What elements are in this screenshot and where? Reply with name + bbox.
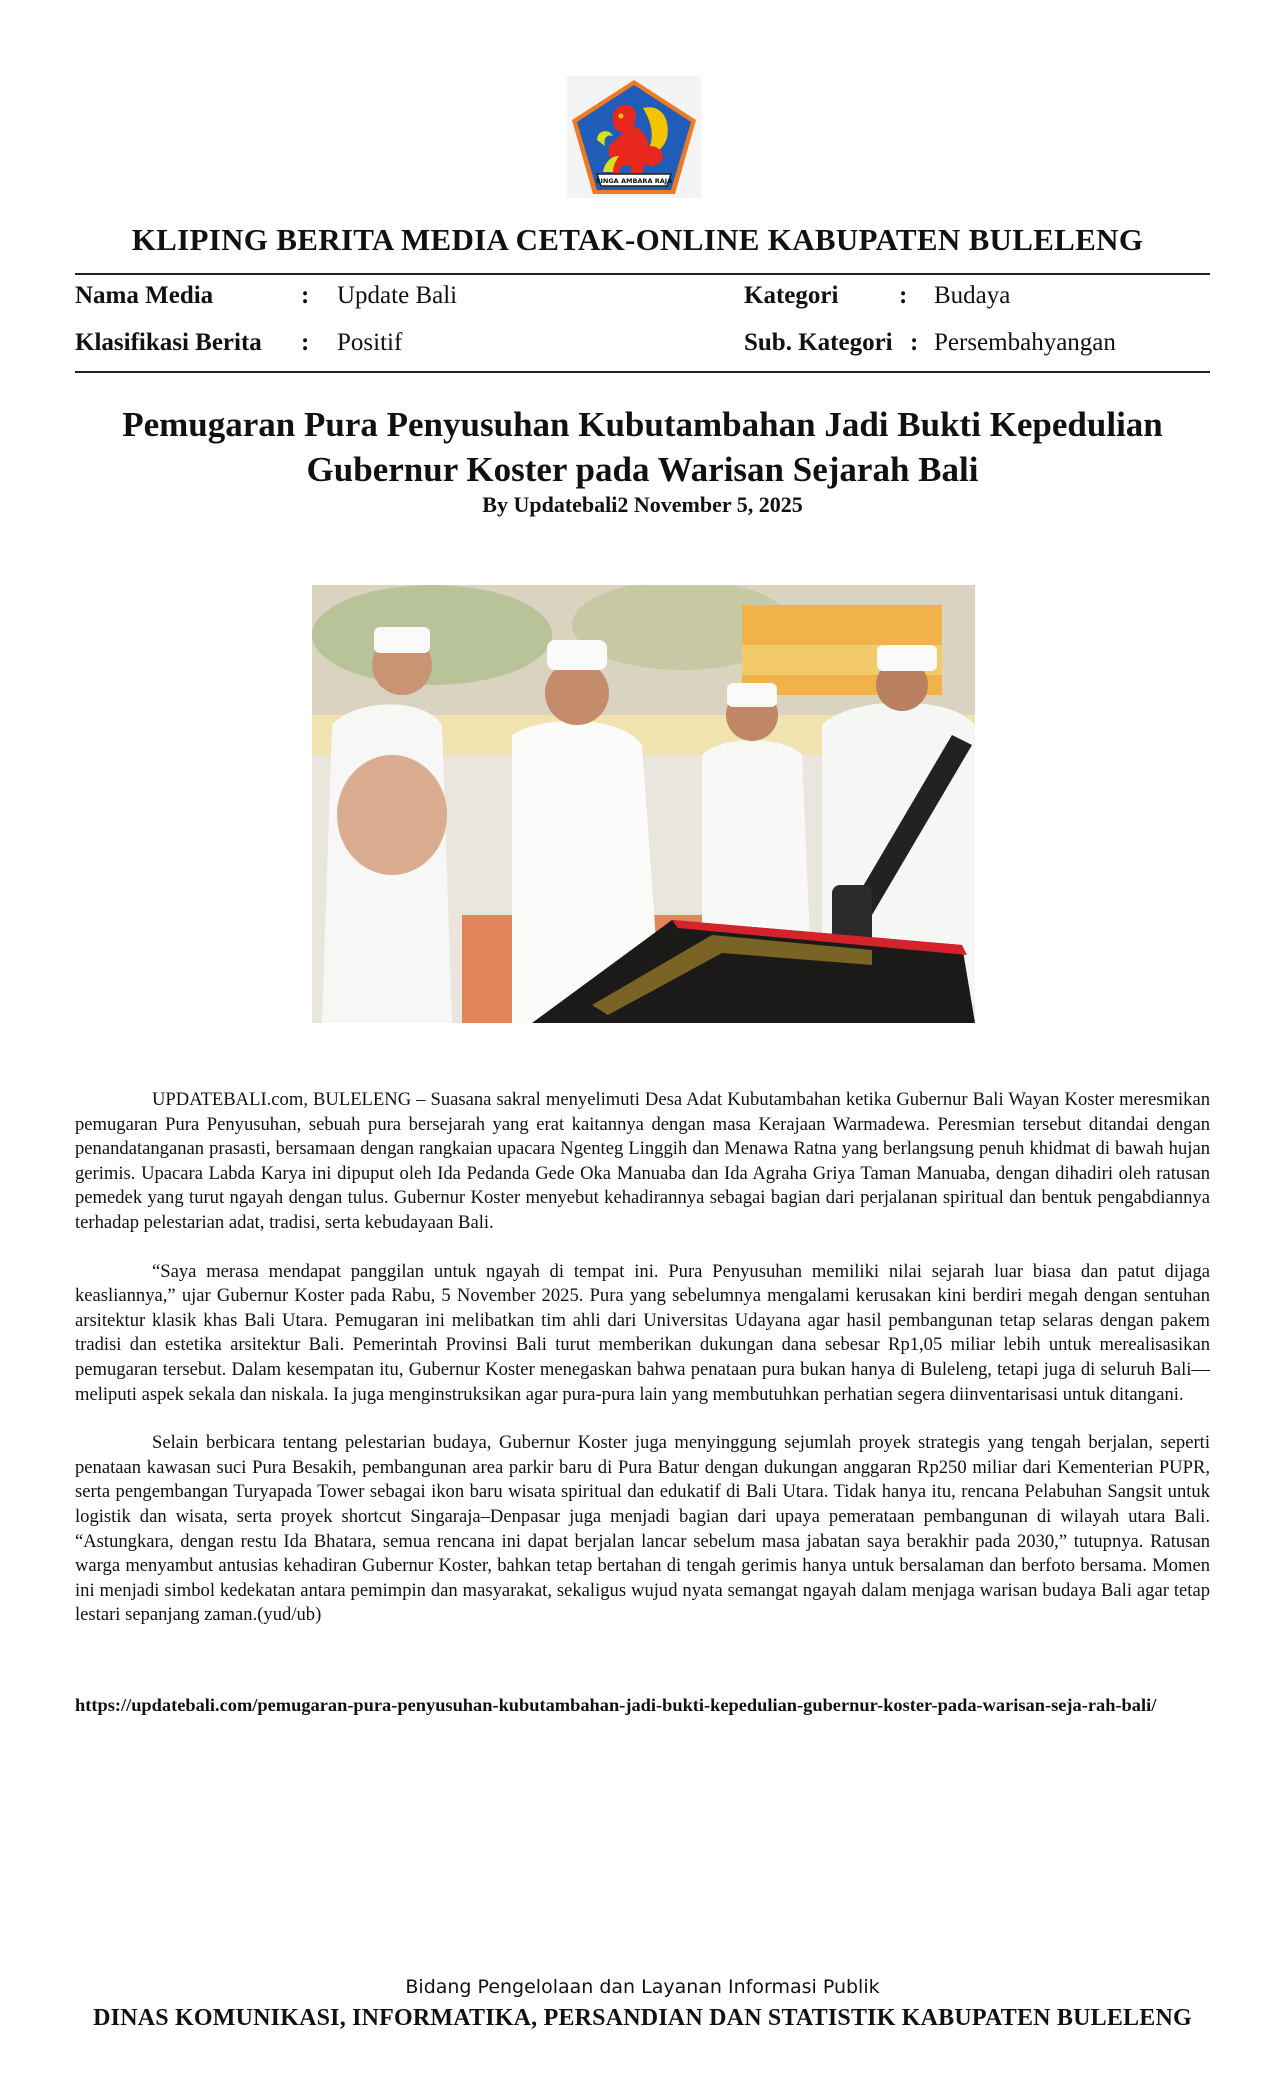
headline-line: Gubernur Koster pada Warisan Sejarah Bali xyxy=(306,450,979,489)
source-link[interactable]: https://updatebali.com/pemugaran-pura-penyusuhan-kubutambahan-jadi-bukti-kepedulian-gubernur-koster-pada-warisan-seja-rah-bali/ xyxy=(75,1695,1157,1715)
meta-label: Klasifikasi Berita xyxy=(75,329,262,356)
article-paragraph: Selain berbicara tentang pelestarian budaya, Gubernur Koster juga menyinggung sejumlah proyek strategis yang tengah berjalan, seperti penataan kawasan suci Pura Besakih, pembangunan area parkir baru di Pura Batur dengan dukungan anggaran Rp250 miliar dari Kementerian PUPR, serta pengembangan Turyapada Tower sebagai ikon baru wisata spiritual dan edukatif di Bali Utara. Tidak hanya itu, rencana Pelabuhan Sangsit untuk logistik dan wisata, serta proyek shortcut Singaraja–Denpasar juga menjadi bagian dari upaya pemerataan pembangunan di wilayah utara Bali. “Astungkara, dengan restu Ida Bhatara, semua rencana ini dapat berjalan lancar sebelum masa jabatan saya berakhir pada 2030,” tutupnya. Ratusan warga menyambut antusias kehadiran Gubernur Koster, bahkan tetap bertahan di tengah gerimis hanya untuk bersalaman dan berfoto bersama. Momen ini menjadi simbol kedekatan antara pemimpin dan masyarakat, sekaligus wujud nyata semangat ngayah dalam menjaga warisan budaya Bali agar tetap lestari sepanjang zaman.(yud/ub) xyxy=(75,1432,1210,1626)
clipping-title: KLIPING BERITA MEDIA CETAK-ONLINE KABUPATEN BULELENG xyxy=(131,222,1144,257)
svg-text:SINGA AMBARA RAJA: SINGA AMBARA RAJA xyxy=(595,177,673,185)
buleleng-coat-of-arms-logo xyxy=(567,76,701,198)
meta-value: Budaya xyxy=(934,282,1011,309)
meta-value: Persembahyangan xyxy=(934,329,1116,356)
meta-label: Sub. Kategori xyxy=(744,329,893,356)
meta-colon: : xyxy=(899,282,908,309)
article-body xyxy=(75,1088,1210,1652)
article-paragraph: “Saya merasa mendapat panggilan untuk ngayah di tempat ini. Pura Penyusuhan memiliki nilai sejarah luar biasa dan patut dijaga keasliannya,” ujar Gubernur Koster pada Rabu, 5 November 2025. Pura yang sebelumnya mengalami kerusakan kini berdiri megah dengan sentuhan arsitektur klasik khas Bali Utara. Pemugaran ini melibatkan tim ahli dari Universitas Udayana agar hasil pembangunan tetap selaras dengan pakem tradisi dan estetika arsitektur Bali. Pemerintah Provinsi Bali turut memberikan dukungan dana sebesar Rp1,05 miliar lebih untuk merealisasikan pemugaran tersebut. Dalam kesempatan itu, Gubernur Koster menegaskan bahwa penataan pura bukan hanya di Buleleng, tetapi juga di seluruh Bali—meliputi aspek sekala dan niskala. Ia juga menginstruksikan agar pura-pura lain yang membutuhkan perhatian segera diinventarisasi untuk ditangani. xyxy=(75,1260,1210,1405)
meta-colon: : xyxy=(301,282,310,309)
article-headline xyxy=(75,402,1210,492)
top-divider xyxy=(75,273,1210,275)
meta-value: Update Bali xyxy=(337,282,458,309)
meta-colon: : xyxy=(910,329,919,356)
meta-colon: : xyxy=(301,329,310,356)
meta-label: Nama Media xyxy=(75,282,214,309)
footer-agency: DINAS KOMUNIKASI, INFORMATIKA, PERSANDIAN DAN STATISTIK KABUPATEN BULELENG xyxy=(93,2005,1192,2031)
headline-line: Pemugaran Pura Penyusuhan Kubutambahan Jadi Bukti Kepedulian xyxy=(122,405,1163,444)
article-byline: By Updatebali2 November 5, 2025 xyxy=(482,492,803,517)
article-photo xyxy=(312,585,975,1023)
bottom-divider xyxy=(75,371,1210,373)
meta-label: Kategori xyxy=(744,282,839,309)
footer-division: Bidang Pengelolaan dan Layanan Informasi Publik xyxy=(405,1976,880,1998)
article-paragraph: UPDATEBALI.com, BULELENG – Suasana sakral menyelimuti Desa Adat Kubutambahan ketika Gubernur Bali Wayan Koster meresmikan pemugaran Pura Penyusuhan, sebuah pura bersejarah yang erat kaitannya dengan masa Kerajaan Warmadewa. Peresmian tersebut ditandai dengan penandatanganan prasasti, bersamaan dengan rangkaian upacara Ngenteg Linggih dan Menawa Ratna yang berlangsung penuh khidmat di bawah hujan gerimis. Upacara Labda Karya ini dipuput oleh Ida Pedanda Gede Oka Manuaba dan Ida Agraha Griya Taman Manuaba, dengan dihadiri oleh ratusan pemedek yang turut ngayah dengan tulus. Gubernur Koster menyebut kehadirannya sebagai bagian dari perjalanan spiritual dan bentuk pengabdiannya terhadap pelestarian adat, tradisi, serta kebudayaan Bali. xyxy=(75,1089,1210,1233)
meta-value: Positif xyxy=(337,329,403,356)
